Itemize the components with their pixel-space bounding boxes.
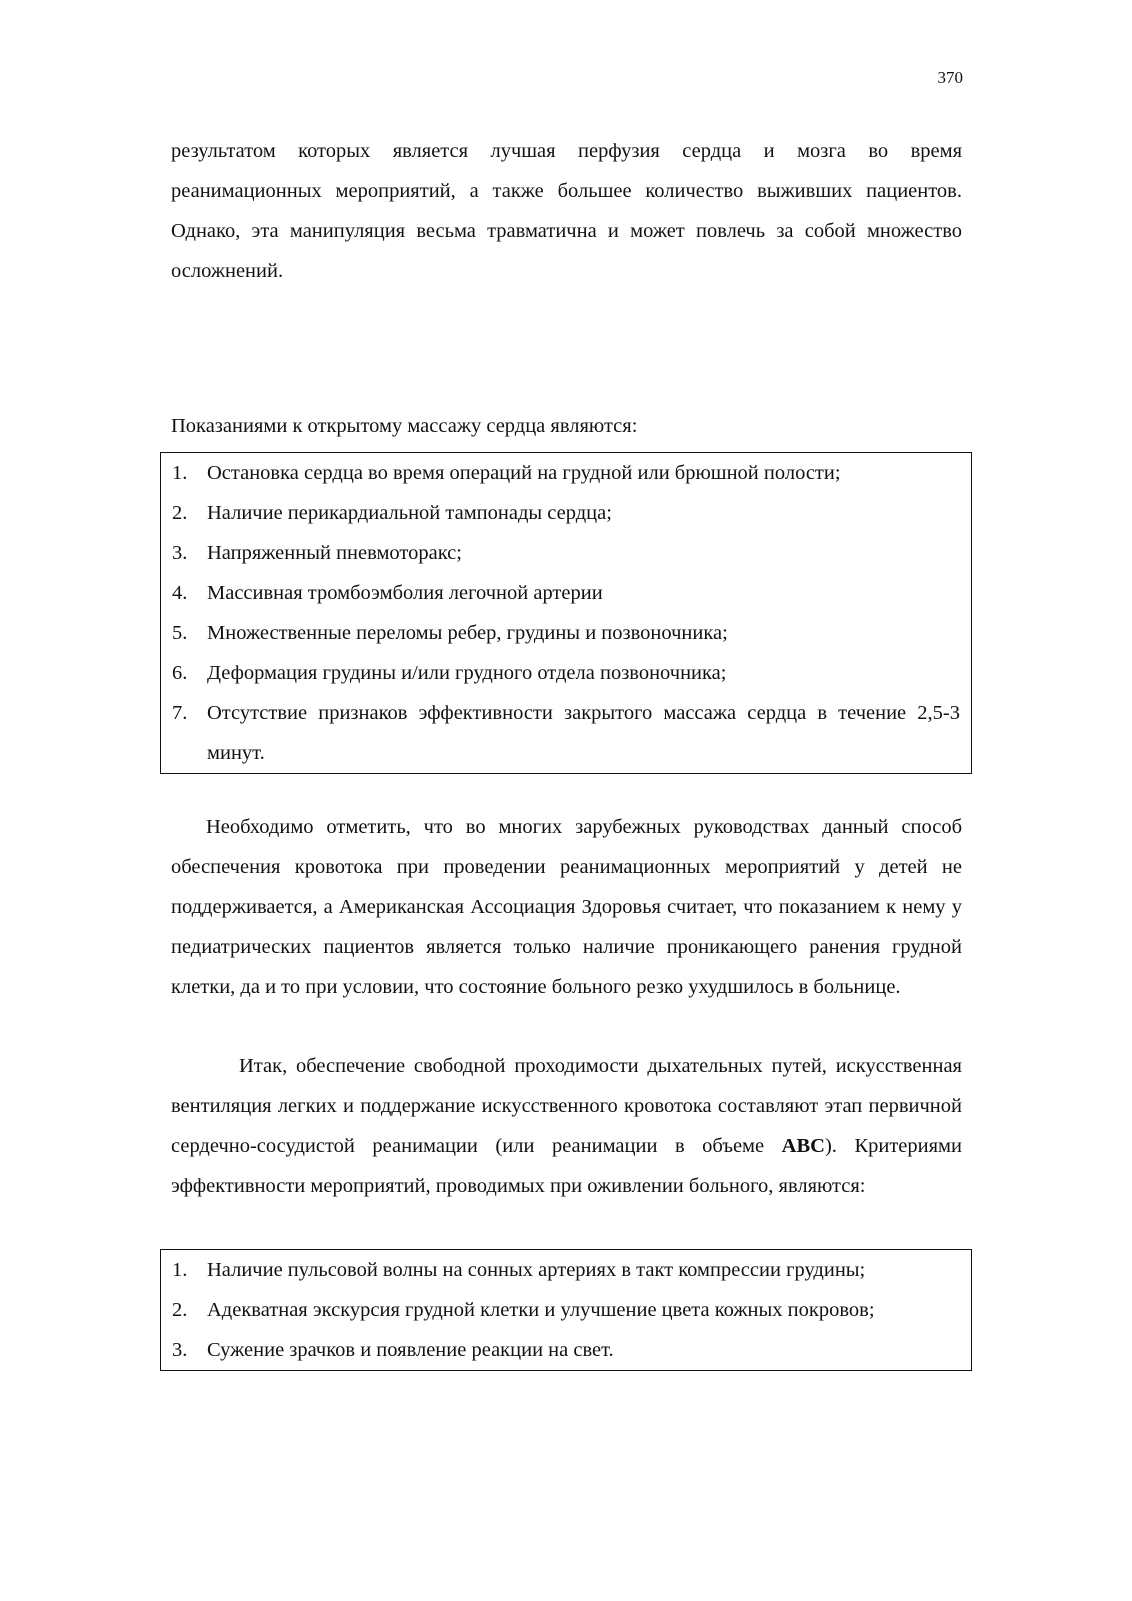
list-item: 2. Адекватная экскурсия грудной клетки и улучшение цвета кожных покровов; [172, 1299, 875, 1321]
list-item: 1. Остановка сердца во время операций на грудной или брюшной полости; [172, 462, 841, 484]
list-item: 3. Напряженный пневмоторакс; [172, 542, 462, 564]
paragraph-abc-summary: Итак, обеспечение свободной проходимости дыхательных путей, искусственная вентиляция легких и поддержание искусственного кровотока составляют этап первичной сердечно-сосудистой реанимации (или реанимации в объеме АВС). Критериями эффективности мероприятий, проводимых при оживлении больного, являются: [171, 1055, 963, 1197]
list-item: 2. Наличие перикардиальной тампонады сердца; [172, 502, 612, 524]
list-item: 7. Отсутствие признаков эффективности закрытого массажа сердца в течение 2,5-3 минут. [172, 702, 960, 764]
list-item: 3. Сужение зрачков и появление реакции на свет. [172, 1339, 614, 1361]
paragraph-foreign-guidelines: Необходимо отметить, что во многих зарубежных руководствах данный способ обеспечения кровотока при проведении реанимационных мероприятий у детей не поддерживается, а Американская Ассоциация Здоровья считает, что показанием к нему у педиатрических пациентов является только наличие проникающего ранения грудной клетки, да и то при условии, что состояние больного резко ухудшилось в больнице. [171, 816, 962, 998]
criteria-list [160, 1249, 972, 1371]
list-item: 1. Наличие пульсовой волны на сонных артериях в такт компрессии грудины; [172, 1259, 866, 1281]
indications-list [160, 452, 972, 774]
list-item: 5. Множественные переломы ребер, грудины и позвоночника; [172, 622, 728, 644]
list-item: 6. Деформация грудины и/или грудного отдела позвоночника; [172, 662, 727, 684]
indications-intro: Показаниями к открытому массажу сердца являются: [171, 415, 638, 437]
page-number: 370 [937, 68, 963, 87]
list-item: 4. Массивная тромбоэмболия легочной артерии [172, 582, 603, 604]
abc-bold-term: АВС [781, 1135, 825, 1157]
paragraph-perfusion: результатом которых является лучшая перфузия сердца и мозга во время реанимационных мероприятий, а также большее количество выживших пациентов. Однако, эта манипуляция весьма травматична и может повлечь за собой множество осложнений. [171, 140, 962, 282]
